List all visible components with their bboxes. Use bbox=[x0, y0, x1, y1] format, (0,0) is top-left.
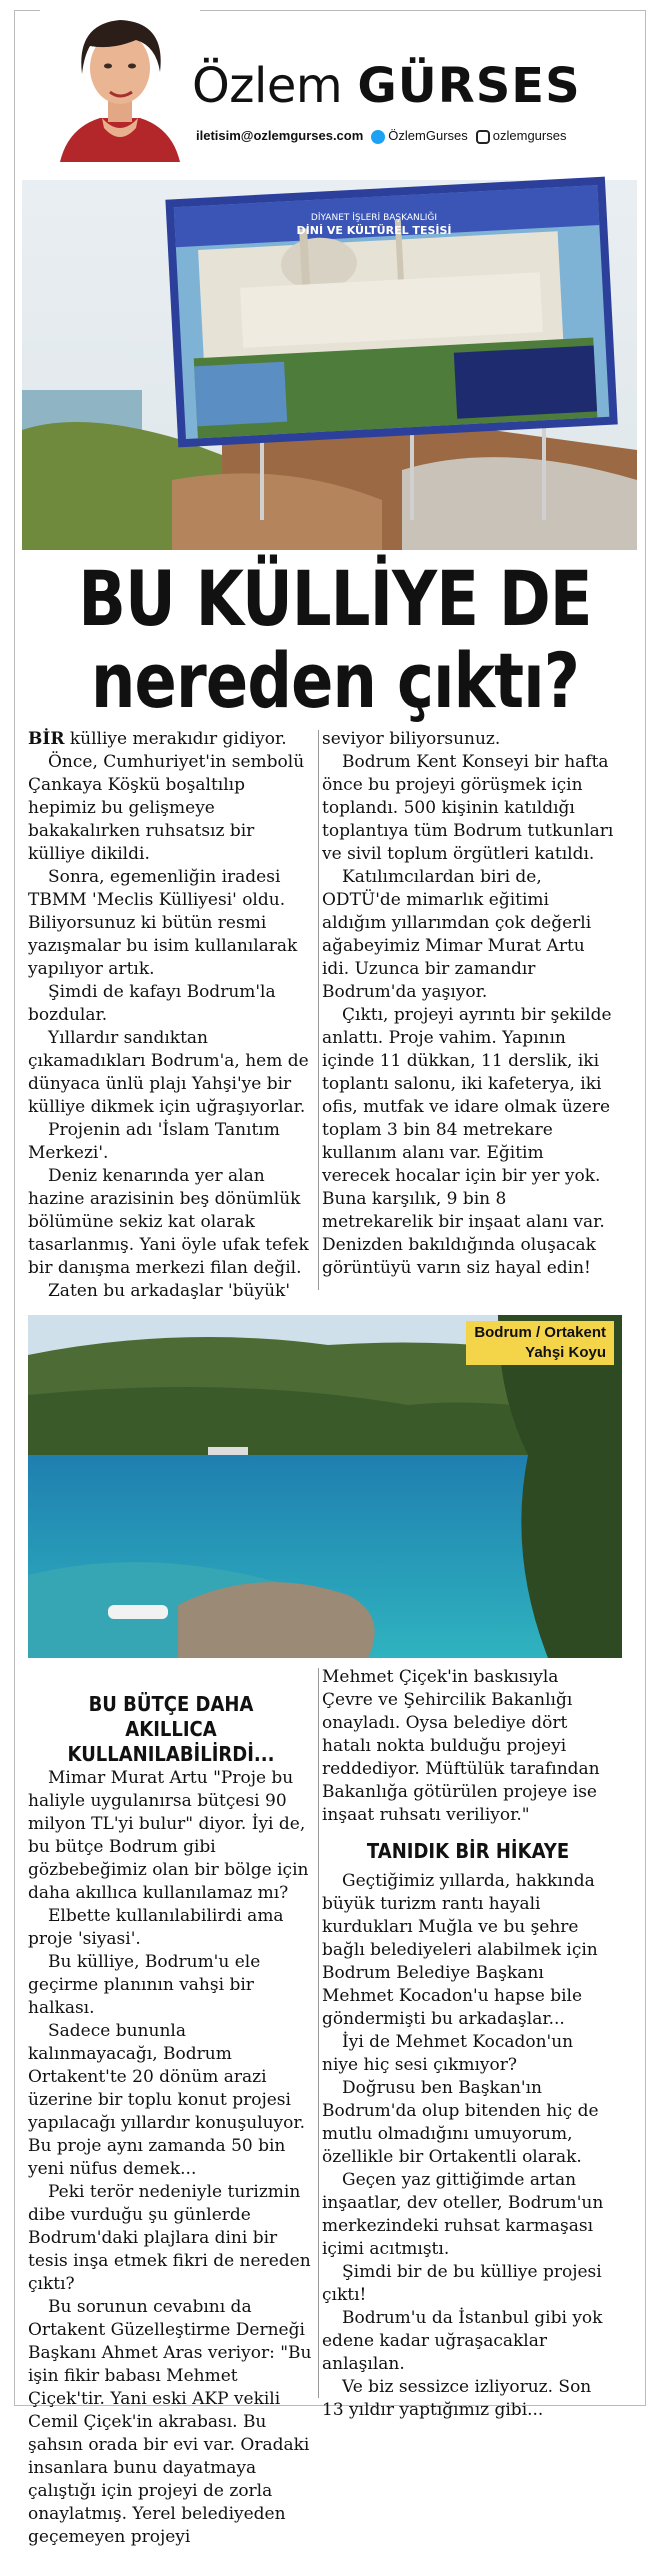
paragraph: Geçtiğimiz yıllarda, hakkında büyük turizm rantı hayali kurdukları Muğla ve bu şehre bağlı belediyeleri alabilmek için Bodrum Belediye Başkanı Mehmet Kocadon'u hapse bile göndermişti bu arkadaşlar... bbox=[322, 1871, 598, 2029]
paragraph: Şimdi de kafayı Bodrum'la bozdular. bbox=[28, 982, 276, 1025]
author-email[interactable]: iletisim@ozlemgurses.com bbox=[196, 128, 364, 144]
article-column-1 bbox=[28, 728, 314, 1303]
section-subhead: BU BÜTÇE DAHA AKILLICA KULLANILABİLİRDİ... bbox=[67, 1692, 275, 1766]
paragraph: Peki terör nedeniyle turizmin dibe vurduğu şu günlerde Bodrum'daki plajlara dini bir tesis inşa etmek fikri de nereden çıktı? bbox=[28, 2182, 311, 2294]
paragraph bbox=[28, 728, 314, 751]
column-divider bbox=[318, 1668, 319, 2398]
article-column-4 bbox=[322, 1666, 614, 2422]
paragraph: Sonra, egemenliğin iradesi TBMM 'Meclis Külliyesi' oldu. Biliyorsunuz ki bütün resmi yazışmalar bu isim kullanılarak yapılıyor artık. bbox=[28, 867, 298, 979]
column-header bbox=[14, 10, 646, 162]
caption-location: Bodrum / Ortakent bbox=[474, 1324, 606, 1341]
article-column-3 bbox=[28, 1692, 314, 2549]
paragraph: Çıktı, projeyi ayrıntı bir şekilde anlattı. Proje vahim. Yapının içinde 11 dükkan, 11 derslik, iki toplantı salonu, iki kafeterya, iki ofis, mutfak ve idare olmak üzere toplam 3 bin 84 metrekare kullanım alanı var. Eğitim verecek hocalar için bir yer yok. Buna karşılık, 9 bin 8 metrekarelik bir inşaat alanı var. Denizden bakıldığında oluşacak görüntüyü varın siz hayal edin! bbox=[322, 1005, 612, 1278]
paragraph: Deniz kenarında yer alan hazine arazisinin beş dönümlük bölümüne sekiz kat olarak tasarlanmış. Yani öyle ufak tefek bir danışma merkezi filan değil. bbox=[28, 1166, 309, 1278]
paragraph: Şimdi bir de bu külliye projesi çıktı! bbox=[322, 2262, 602, 2305]
caption-place: Yahşi Koyu bbox=[525, 1344, 606, 1361]
paragraph: Doğrusu ben Başkan'ın Bodrum'da olup bitenden hiç de mutlu olmadığını umuyorum, özellikle bir Ortakentli olarak. bbox=[322, 2078, 599, 2167]
paragraph: Bu sorunun cevabını da Ortakent Güzelleştirme Derneği Başkanı Ahmet Aras veriyor: "Bu işin fikir babası Mehmet Çiçek'tir. Yani eski AKP vekili Cemil Çiçek'in akrabası. Bu şahsın orada bir evi var. Oradaki insanlara bunu dayatmaya çalıştığı için projeyi de zorla onaylatmış. Yerel belediyeden geçemeyen projeyi bbox=[28, 2297, 312, 2547]
article-column-2 bbox=[322, 728, 614, 1280]
author-last-name: GÜRSES bbox=[357, 58, 581, 114]
twitter-label: ÖzlemGurses bbox=[388, 128, 468, 143]
paragraph: Bodrum'u da İstanbul gibi yok edene kadar uğraşacaklar anlaşılan. bbox=[322, 2308, 603, 2374]
sign-subtitle: DİNİ VE KÜLTÜREL TESİSİ bbox=[296, 224, 452, 237]
paragraph: Katılımcılardan biri de, ODTÜ'de mimarlık eğitimi aldığım yıllarımdan çok değerli ağabeyimiz Mimar Murat Artu idi. Uzunca bir zamandır Bodrum'da yaşıyor. bbox=[322, 867, 592, 1002]
paragraph: Mehmet Çiçek'in baskısıyla Çevre ve Şehircilik Bakanlığı onayladı. Oysa belediye dört hatalı nokta bulduğu projeyi reddediyor. Müftülük tarafından Bakanlığa götürülen projeye ise inşaat ruhsatı veriliyor." bbox=[322, 1667, 600, 1825]
headline-line-2: nereden çıktı? bbox=[90, 636, 580, 725]
photo-caption bbox=[466, 1321, 614, 1365]
paragraph: Yıllardır sandıktan çıkamadıkları Bodrum'a, hem de dünyaca ünlü plajı Yahşi'ye bir külliye dikmek için uğraşıyorlar. bbox=[28, 1028, 309, 1117]
headline-line-1: BU KÜLLİYE DE bbox=[78, 554, 592, 643]
twitter-icon bbox=[371, 130, 385, 144]
billboard-photo bbox=[22, 180, 637, 550]
author-name bbox=[192, 58, 581, 114]
paragraph-text: külliye merakıdır gidiyor. bbox=[64, 729, 287, 749]
headline bbox=[30, 554, 640, 725]
paragraph: Zaten bu arkadaşlar 'büyük' bbox=[48, 1281, 291, 1301]
paragraph: Mimar Murat Artu "Proje bu haliyle uygulanırsa bütçesi 90 milyon TL'yi bulur" diyor. İyi de, bu bütçe Bodrum gibi gözbebeğimiz olan bir bölge için daha akıllıca kullanılamaz mı? bbox=[28, 1768, 309, 1903]
paragraph: Sadece bununla kalınmayacağı, Bodrum Ortakent'te 20 dönüm arazi üzerine bir toplu konut projesi yapılacağı yıllardır konuşuluyor. Bu proje aynı zamanda 50 bin yeni nüfus demek... bbox=[28, 2021, 306, 2179]
paragraph: seviyor biliyorsunuz. bbox=[322, 729, 501, 749]
twitter-handle[interactable] bbox=[371, 128, 467, 144]
instagram-handle[interactable] bbox=[476, 128, 567, 144]
section-subhead: TANIDIK BİR HİKAYE bbox=[366, 1839, 570, 1863]
bay-photo bbox=[28, 1315, 622, 1658]
paragraph: Geçen yaz gittiğimde artan inşaatlar, dev oteller, Bodrum'un merkezindeki ruhsat karmaşası içimi acıtmıştı. bbox=[322, 2170, 604, 2259]
paragraph: Projenin adı 'İslam Tanıtım Merkezi'. bbox=[28, 1120, 280, 1163]
paragraph: İyi de Mehmet Kocadon'un niye hiç sesi çıkmıyor? bbox=[322, 2032, 574, 2075]
author-first-name: Özlem bbox=[192, 58, 343, 114]
paragraph: Ve biz sessizce izliyoruz. Son 13 yıldır yaptığımız gibi... bbox=[322, 2377, 592, 2420]
lead-word: BİR bbox=[28, 729, 65, 749]
paragraph: Bu külliye, Bodrum'u ele geçirme planının vahşi bir halkası. bbox=[28, 1952, 261, 2018]
instagram-icon bbox=[476, 130, 490, 144]
author-contacts bbox=[196, 128, 566, 144]
author-portrait bbox=[40, 10, 200, 162]
paragraph: Önce, Cumhuriyet'in sembolü Çankaya Köşkü boşaltılıp hepimiz bu gelişmeye bakakalırken ruhsatsız bir külliye dikildi. bbox=[28, 752, 305, 864]
column-divider bbox=[318, 730, 319, 1290]
paragraph: Elbette kullanılabilirdi ama proje 'siyasi'. bbox=[28, 1906, 284, 1949]
paragraph: Bodrum Kent Konseyi bir hafta önce bu projeyi görüşmek için toplandı. 500 kişinin katıldığı toplantıya tüm Bodrum tutkunları ve sivil toplum örgütleri katıldı. bbox=[322, 752, 614, 864]
sign-title: DİYANET İŞLERİ BAŞKANLIĞI bbox=[310, 213, 438, 223]
instagram-label: ozlemgurses bbox=[492, 128, 567, 143]
